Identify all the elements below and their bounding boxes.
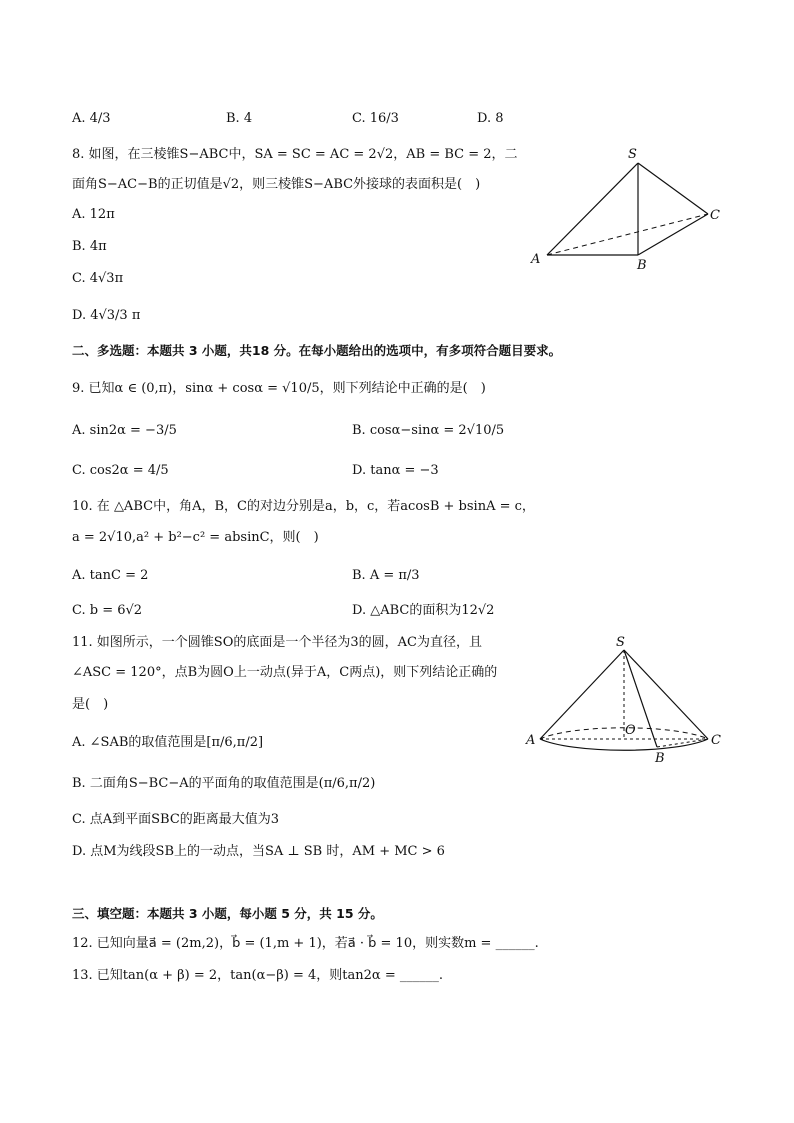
q7-option-b: B. 4 bbox=[226, 111, 253, 126]
q10-stem-line1: 10. 在 △ABC中，角A，B，C的对边分别是a，b，c，若acosB + bsinA = c， bbox=[72, 499, 535, 514]
q8-option-a: A. 12π bbox=[72, 207, 115, 222]
q10-option-a: A. tanC = 2 bbox=[72, 568, 149, 583]
q7-option-d: D. 8 bbox=[477, 111, 504, 126]
q9-stem: 9. 已知α ∈ (0,π)，sinα + cosα = √10/5，则下列结论中正确的是( ) bbox=[72, 381, 486, 396]
q12-text: 12. 已知向量a⃗ = (2m,2)，b⃗ = (1,m + 1)，若a⃗ · b⃗ = 10，则实数m = ______. bbox=[72, 936, 539, 951]
label-s: S bbox=[628, 147, 637, 162]
label-a: A bbox=[526, 733, 536, 748]
q8-stem-line1: 8. 如图，在三棱锥S−ABC中，SA = SC = AC = 2√2，AB = BC = 2，二 bbox=[72, 147, 518, 162]
q8-option-d: D. 4√3/3 π bbox=[72, 308, 141, 323]
q11-stem-line3: 是( ) bbox=[72, 697, 109, 712]
q9-option-c: C. cos2α = 4/5 bbox=[72, 463, 169, 478]
q8-stem-line2: 面角S−AC−B的正切值是√2，则三棱锥S−ABC外接球的表面积是( ) bbox=[72, 177, 481, 192]
q11-option-a: A. ∠SAB的取值范围是[π/6,π/2] bbox=[72, 735, 264, 750]
q9-option-a: A. sin2α = −3/5 bbox=[72, 423, 177, 438]
q7-option-c: C. 16/3 bbox=[352, 111, 399, 126]
label-b: B bbox=[637, 258, 647, 273]
q11-option-c: C. 点A到平面SBC的距离最大值为3 bbox=[72, 812, 280, 827]
section-3-heading: 三、填空题：本题共 3 小题，每小题 5 分，共 15 分。 bbox=[72, 906, 383, 921]
q7-option-a: A. 4/3 bbox=[72, 111, 111, 126]
q9-option-d: D. tanα = −3 bbox=[352, 463, 439, 478]
section-2-heading: 二、多选题：本题共 3 小题，共18 分。在每小题给出的选项中，有多项符合题目要求。 bbox=[72, 343, 562, 358]
cone-figure bbox=[522, 632, 727, 767]
q9-option-b: B. cosα−sinα = 2√10/5 bbox=[352, 423, 505, 438]
label-s: S bbox=[616, 635, 625, 650]
q10-option-b: B. A = π/3 bbox=[352, 568, 420, 583]
q11-stem-line2: ∠ASC = 120°，点B为圆O上一动点(异于A，C两点)，则下列结论正确的 bbox=[72, 665, 498, 680]
label-c: C bbox=[710, 208, 720, 223]
label-o: O bbox=[625, 723, 636, 738]
label-a: A bbox=[531, 252, 541, 267]
q11-option-b: B. 二面角S−BC−A的平面角的取值范围是(π/6,π/2) bbox=[72, 776, 376, 791]
q11-option-d: D. 点M为线段SB上的一动点，当SA ⊥ SB 时，AM + MC > 6 bbox=[72, 844, 445, 859]
q11-stem-line1: 11. 如图所示，一个圆锥SO的底面是一个半径为3的圆，AC为直径，且 bbox=[72, 635, 482, 650]
label-c: C bbox=[711, 733, 721, 748]
q13-text: 13. 已知tan(α + β) = 2，tan(α−β) = 4，则tan2α = ______. bbox=[72, 968, 443, 983]
q10-stem-line2: a = 2√10,a² + b²−c² = absinC，则( ) bbox=[72, 530, 319, 545]
pyramid-figure bbox=[525, 143, 725, 273]
label-b: B bbox=[655, 751, 665, 766]
q8-option-b: B. 4π bbox=[72, 239, 107, 254]
q10-option-d: D. △ABC的面积为12√2 bbox=[352, 603, 495, 618]
q8-option-c: C. 4√3π bbox=[72, 271, 124, 286]
q10-option-c: C. b = 6√2 bbox=[72, 603, 143, 618]
